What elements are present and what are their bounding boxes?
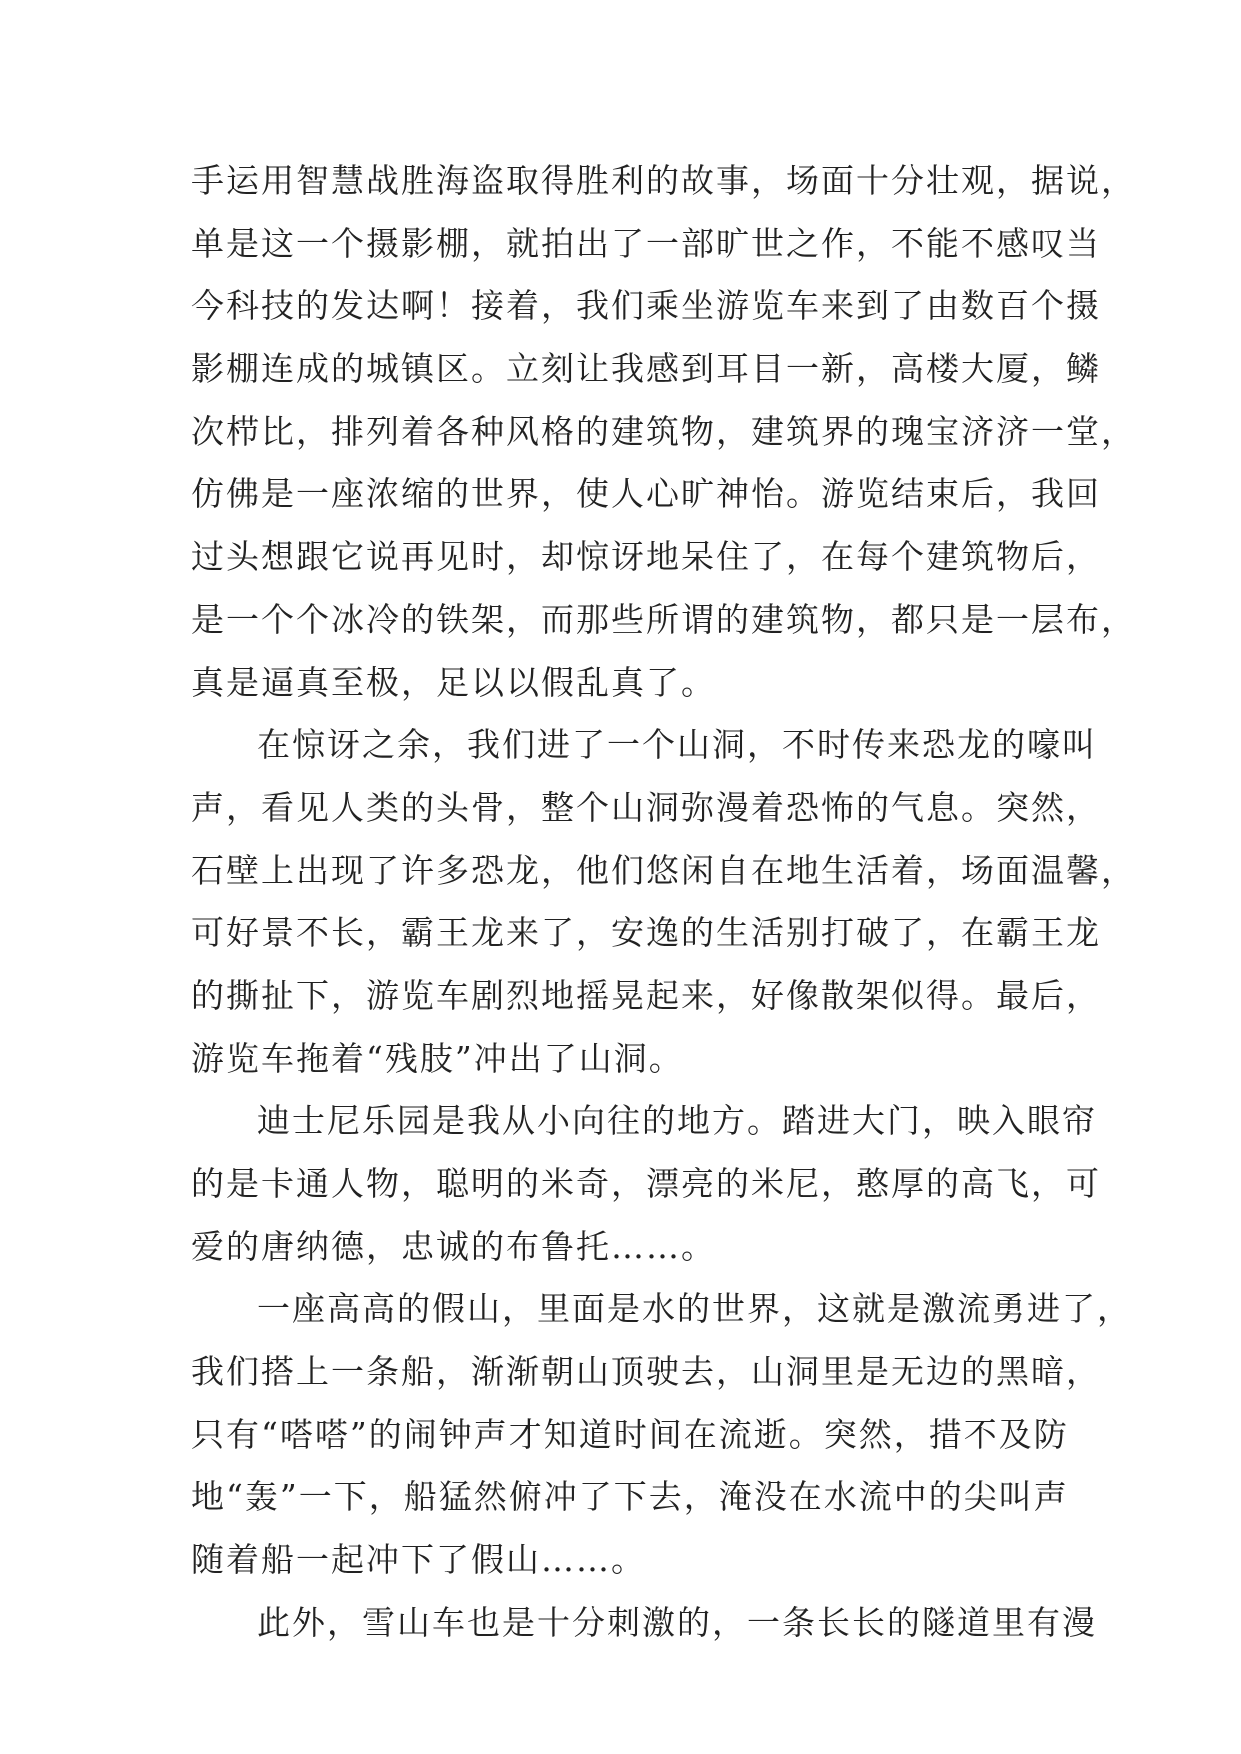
text-line: 单是这一个摄影棚，就拍出了一部旷世之作，不能不感叹当 xyxy=(191,223,1101,263)
text-line: 游览车拖着“残肢”冲出了山洞。 xyxy=(191,1038,684,1078)
text-line: 的撕扯下，游览车剧烈地摇晃起来，好像散架似得。最后， xyxy=(191,975,1101,1015)
text-line: 影棚连成的城镇区。立刻让我感到耳目一新，高楼大厦，鳞 xyxy=(191,349,1101,389)
text-line: 我们搭上一条船，渐渐朝山顶驶去，山洞里是无边的黑暗， xyxy=(191,1352,1101,1392)
text-line: 手运用智慧战胜海盗取得胜利的故事，场面十分壮观，据说， xyxy=(191,161,1136,200)
text-line: 可好景不长，霸王龙来了，安逸的生活别打破了，在霸王龙 xyxy=(191,913,1101,953)
text-line: 只有“嗒嗒”的闹钟声才知道时间在流逝。突然，措不及防 xyxy=(191,1414,1069,1454)
body-text xyxy=(191,150,1136,1655)
paragraph-start-line: 此外，雪山车也是十分刺激的，一条长长的隧道里有漫 xyxy=(257,1602,1097,1642)
text-line: 爱的唐纳德，忠诚的布鲁托……。 xyxy=(191,1226,716,1266)
text-line: 今科技的发达啊！接着，我们乘坐游览车来到了由数百个摄 xyxy=(191,286,1101,326)
text-line: 是一个个冰冷的铁架，而那些所谓的建筑物，都只是一层布， xyxy=(191,599,1136,639)
paragraph-start-line: 在惊讶之余，我们进了一个山洞，不时传来恐龙的嚎叫 xyxy=(257,725,1097,765)
text-line: 石壁上出现了许多恐龙，他们悠闲自在地生活着，场面温馨， xyxy=(191,850,1136,890)
paragraph-start-line: 迪士尼乐园是我从小向往的地方。踏进大门，映入眼帘 xyxy=(257,1101,1097,1141)
paragraph-start-line: 一座高高的假山，里面是水的世界，这就是激流勇进了， xyxy=(257,1289,1132,1329)
text-line: 地“轰”一下，船猛然俯冲了下去，淹没在水流中的尖叫声 xyxy=(191,1477,1069,1517)
text-line: 仿佛是一座浓缩的世界，使人心旷神怡。游览结束后，我回 xyxy=(191,474,1101,514)
text-line: 声，看见人类的头骨，整个山洞弥漫着恐怖的气息。突然， xyxy=(191,787,1101,827)
text-line: 随着船一起冲下了假山……。 xyxy=(191,1540,646,1580)
text-line: 真是逼真至极，足以以假乱真了。 xyxy=(191,662,716,702)
text-line: 次栉比，排列着各种风格的建筑物，建筑界的瑰宝济济一堂， xyxy=(191,411,1136,451)
text-line: 过头想跟它说再见时，却惊讶地呆住了，在每个建筑物后， xyxy=(191,537,1101,577)
text-line: 的是卡通人物，聪明的米奇，漂亮的米尼，憨厚的高飞，可 xyxy=(191,1164,1101,1203)
